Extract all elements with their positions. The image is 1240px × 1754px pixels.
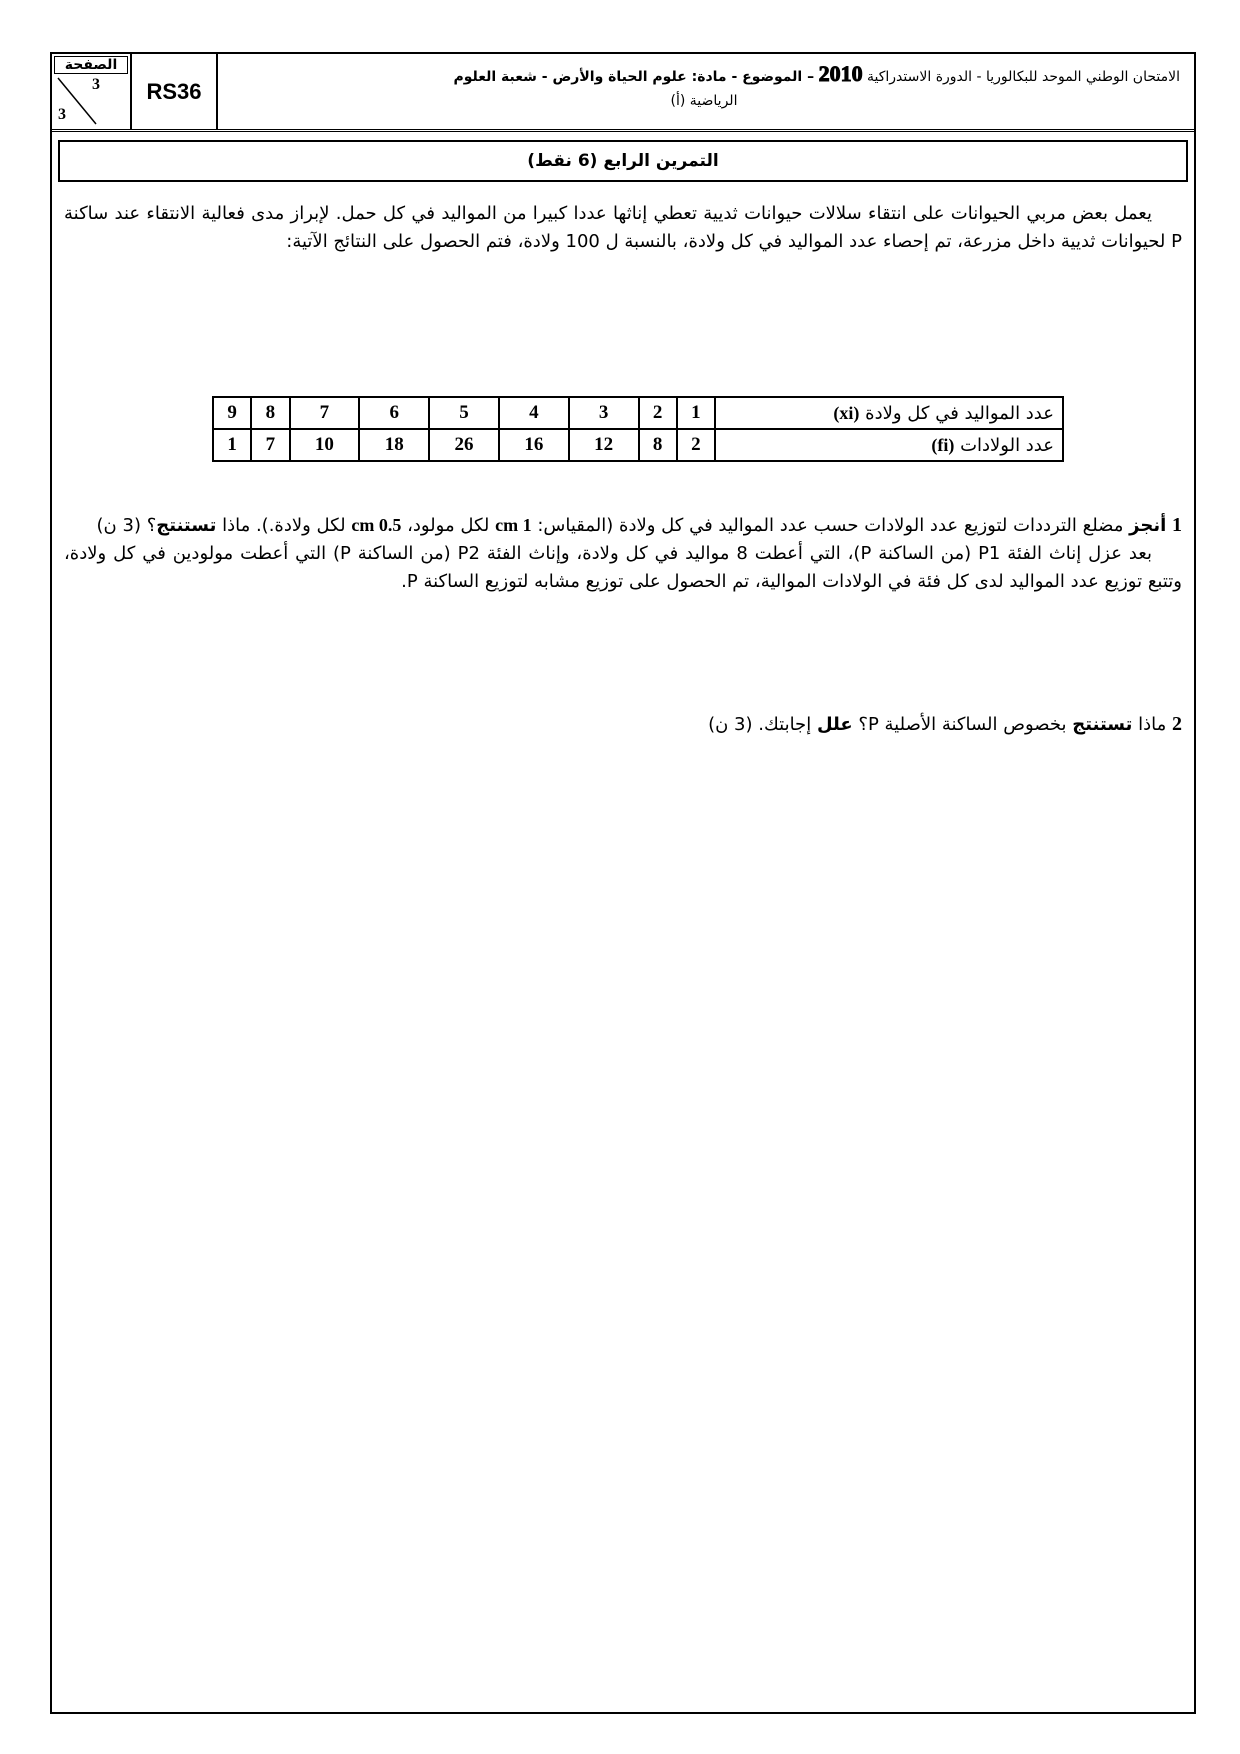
table-cell: 16 [499,429,569,461]
page-total: 3 [58,106,66,123]
table-cell: 5 [429,397,499,429]
table-cell: 4 [499,397,569,429]
scale-value: 1 cm [495,515,532,535]
header-line1-end: – الموضوع - مادة: علوم الحياة والأرض - شعبة العلوم [453,69,815,85]
table-cell: 12 [569,429,639,461]
table-cell: 8 [639,429,677,461]
page-number-box [52,54,132,129]
exercise-intro [64,200,1182,256]
header-line2: الرياضية (أ) [670,93,738,109]
header-line1-start: الامتحان الوطني الموحد للبكالوريا - الدورة الاستدراكية [867,69,1180,85]
question-text: بخصوص الساكنة الأصلية P؟ [858,714,1067,735]
table-cell: 2 [677,429,715,461]
question-points: ؟ (3 ن) [96,515,157,536]
table-cell: 6 [359,397,429,429]
question-verb: تستنتج [1072,714,1133,735]
question-text: لكل ولادة.). ماذا [222,515,346,536]
table-cell: 7 [251,429,289,461]
table-cell: 8 [251,397,289,429]
question-text: إجابتك. (3 ن) [708,714,812,735]
question-1 [64,511,1182,596]
table-row [213,397,1063,429]
exam-header [52,54,1194,132]
scale-value: 0.5 cm [351,515,402,535]
exam-year: 2010 [818,61,863,86]
table-cell: 7 [290,397,360,429]
table-cell: 18 [359,429,429,461]
row-label-fi: عدد الولادات (fi) [715,429,1063,461]
question-text: لكل مولود، [407,515,490,536]
row-label-xi: عدد المواليد في كل ولادة (xi) [715,397,1063,429]
exercise-title: التمرين الرابع (6 نقط) [58,140,1188,182]
question-2 [64,710,1182,739]
births-table [212,396,1064,462]
question-verb: تستنتج [156,515,217,536]
page-frame [50,52,1196,1714]
table-cell: 10 [290,429,360,461]
table-row [213,429,1063,461]
question-number: 2 [1172,713,1182,735]
table-cell: 3 [569,397,639,429]
page-label: الصفحة [54,56,128,74]
table-cell: 1 [213,429,251,461]
table-cell: 9 [213,397,251,429]
intro-text: يعمل بعض مربي الحيوانات على انتقاء سلالات حيوانات ثديية تعطي إناثها عددا كبيرا من المواليد في كل حمل. لإبراز مدى فعالية الانتقاء عند ساكنة P لحيوانات ثديية داخل مزرعة، تم إحصاء عدد المواليد في كل ولادة، بالنسبة ل 100 ولادة، فتم الحصول على النتائج الآتية: [64,203,1182,252]
exam-code: RS36 [132,54,218,129]
exam-header-text [228,62,1180,113]
table-cell: 2 [639,397,677,429]
table-cell: 26 [429,429,499,461]
table-cell: 1 [677,397,715,429]
question-text: مضلع الترددات لتوزيع عدد الولادات حسب عدد المواليد في كل ولادة (المقياس: [537,515,1124,536]
page-current: 3 [92,76,100,93]
question-number: 1 [1172,514,1182,536]
question-verb: أنجز [1129,515,1167,536]
question-text: ماذا [1138,714,1167,735]
question-verb: علل [816,714,853,735]
question-context: بعد عزل إناث الفئة P1 (من الساكنة P)، التي أعطت 8 مواليد في كل ولادة، وإناث الفئة P2 (من الساكنة P) التي أعطت مولودين في كل ولادة، وتتبع توزيع عدد المواليد لدى كل فئة في الولادات الموالية، تم الحصول على توزيع مشابه لتوزيع الساكنة P. [64,543,1182,592]
